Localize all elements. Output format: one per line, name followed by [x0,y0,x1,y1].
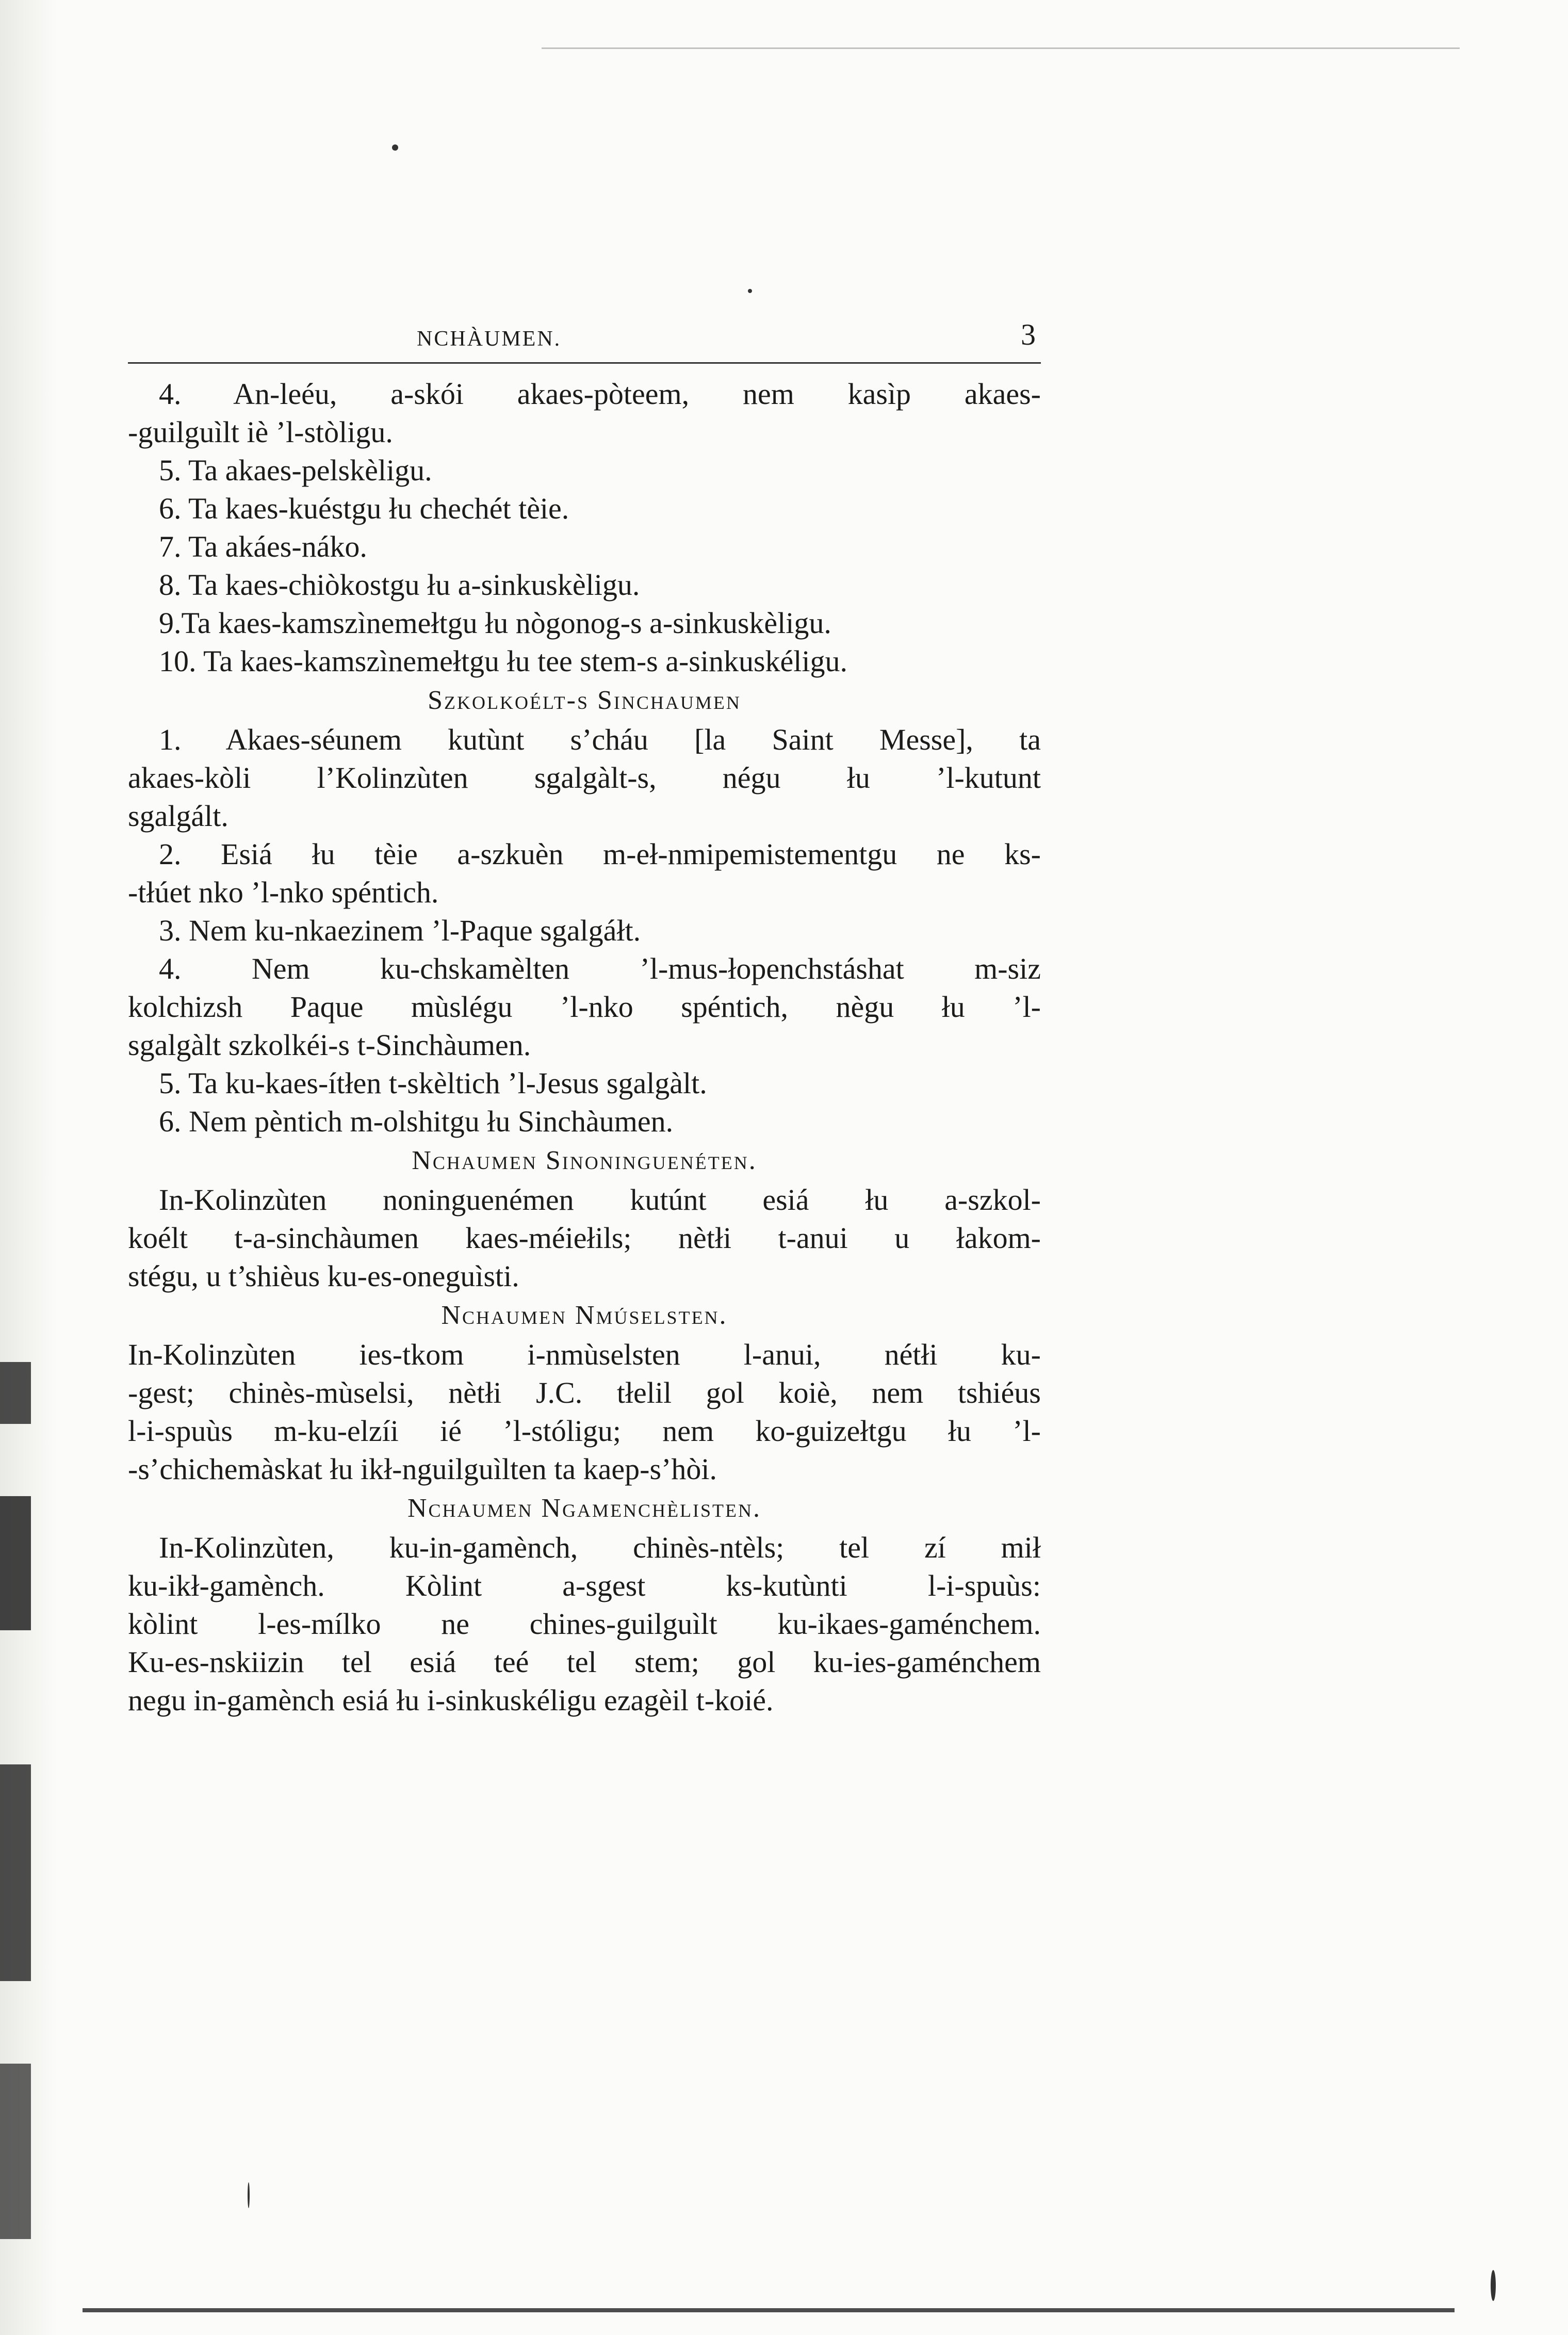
list-item-line: -guilguìlt iè ’l-stòligu. [128,415,393,449]
paragraph-line: ku-ikł-gamènch. Kòlint a-sgest ks-kutùnti l-i-spuùs: [128,1569,1041,1602]
header-rule [128,362,1041,364]
list-item-line: 5. Ta ku-kaes-ítłen t-skèltich ’l-Jesus sgalgàlt. [159,1066,707,1100]
list-item-line: 9.Ta kaes-kamszìnemełtgu łu nògonog-s a-sinkuskèligu. [159,606,831,640]
paragraph [128,1336,1041,1488]
list-item-line: akaes-kòli l’Kolinzùten sgalgàlt-s, négu łu ’l-kutunt [128,761,1041,794]
list-item-line: -tłúet nko ’l-nko spéntich. [128,875,439,909]
list-item-line: 7. Ta akáes-náko. [159,530,367,563]
list-item-line: sgalgàlt szkolkéi-s t-Sinchàumen. [128,1028,531,1062]
paragraph-line: Ku-es-nskiizin tel esiá teé tel stem; gol ku-ies-gaménchem [128,1645,1041,1679]
ink-speck [392,144,398,151]
list-item-line: 2. Esiá łu tèie a-szkuèn m-eł-nmipemistementgu ne ks- [159,837,1041,871]
list-item-line: 4. An-leéu, a-skói akaes-pòteem, nem kasìp akaes- [159,377,1041,411]
edge-ink-blot [0,2064,31,2239]
paragraph [128,1529,1041,1720]
section-heading: Nchaumen Ngamenchèlisten. [407,1494,762,1523]
section-heading: Nchaumen Nmúselsten. [441,1301,728,1330]
page-header [128,320,1041,361]
paragraph-line: In-Kolinzùten noninguenémen kutúnt esiá łu a-szkol- [159,1183,1041,1217]
paragraph [128,1181,1041,1295]
list-item-line: sgalgált. [128,799,228,833]
edge-ink-blot [0,1764,31,1981]
ink-speck [748,289,752,293]
paragraph-line: -s’chichemàskat łu ikł-nguilguìlten ta kaep-s’hòi. [128,1452,717,1486]
paragraph-line: l-i-spuùs m-ku-elzíi ié ’l-stóligu; nem ko-guizełtgu łu ’l- [128,1414,1041,1448]
paragraph-line: koélt t-a-sinchàumen kaes-méiełils; nètłi t-anui u łakom- [128,1221,1041,1255]
edge-ink-blot [0,1362,31,1424]
list-item-line: 1. Akaes-séunem kutùnt s’cháu [la Saint Messe], ta [159,723,1041,756]
ink-speck [248,2182,250,2208]
paragraph-line: In-Kolinzùten ies-tkom i-nmùselsten l-anui, nétłi ku- [128,1338,1041,1371]
bottom-ink-line [83,2308,1455,2312]
list-item-line: 8. Ta kaes-chiòkostgu łu a-sinkuskèligu. [159,568,640,602]
running-head: NCHÀUMEN. [417,327,562,351]
paragraph-line: stégu, u t’shièus ku-es-oneguìsti. [128,1259,519,1293]
list-item-line: 6. Ta kaes-kuéstgu łu chechét tèie. [159,492,569,525]
list-item-line: 6. Nem pèntich m-olshitgu łu Sinchàumen. [159,1105,674,1138]
list-item-line: 5. Ta akaes-pelskèligu. [159,453,432,487]
list-item-line: 10. Ta kaes-kamszìnemełtgu łu tee stem-s a-sinkuskéligu. [159,644,847,678]
edge-ink-blot [0,1496,31,1630]
ink-speck [1491,2270,1496,2301]
page-number: 3 [1021,318,1036,351]
paragraph-line: negu in-gamènch esiá łu i-sinkuskéligu ezagèil t-koié. [128,1683,774,1717]
section-heading: Nchaumen Sinoninguenéten. [412,1146,757,1175]
text-page [128,320,1041,1720]
paragraph-line: In-Kolinzùten, ku-in-gamènch, chinès-ntèls; tel zí mił [159,1531,1041,1564]
section-heading: Szkolkoélt-s Sinchaumen [428,686,741,715]
list-item-line: 4. Nem ku-chskamèlten ’l-mus-łopenchstáshat m-siz [159,952,1041,985]
paragraph-line: -gest; chinès-mùselsi, nètłi J.C. tłelil gol koiè, nem tshiéus [128,1376,1041,1409]
top-scratch-mark [542,47,1460,49]
list-item-line: kolchizsh Paque mùslégu ’l-nko spéntich, nègu łu ’l- [128,990,1041,1024]
paragraph-line: kòlint l-es-mílko ne chines-guilguìlt ku-ikaes-gaménchem. [128,1607,1041,1641]
list-item-line: 3. Nem ku-nkaezinem ’l-Paque sgalgáłt. [159,914,641,947]
numbered-list [128,721,1041,1141]
page-edge-shadow [0,0,57,2335]
numbered-list [128,375,1041,680]
